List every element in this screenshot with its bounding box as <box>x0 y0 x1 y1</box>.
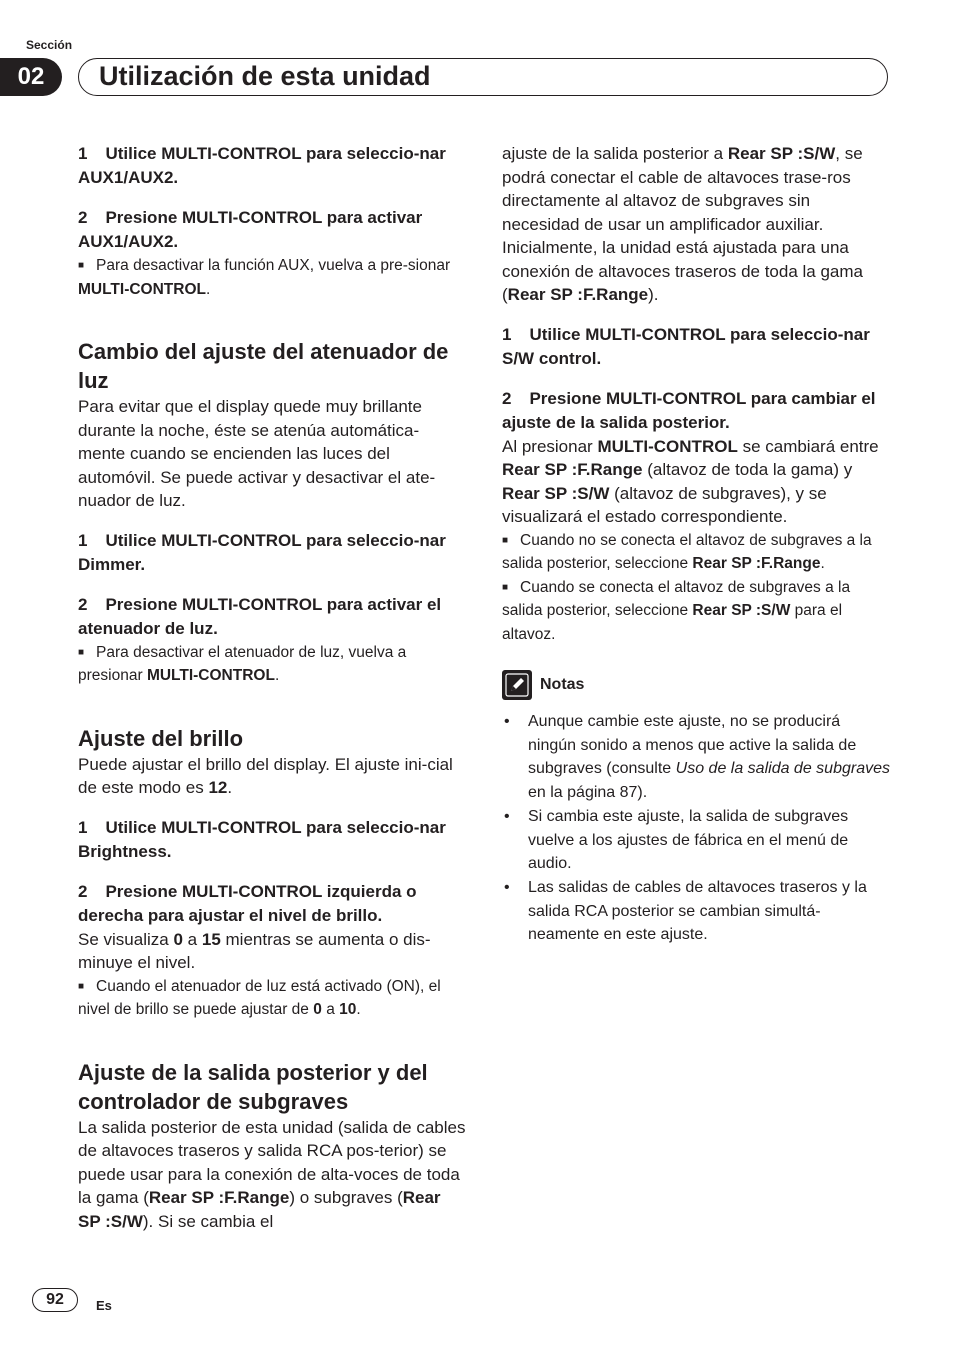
brightness-step-2: 2 Presione MULTI-CONTROL izquierda o derecha para ajustar el nivel de brillo. <box>78 881 417 925</box>
square-bullet-icon: ■ <box>502 534 509 546</box>
page-number: 92 <box>32 1288 78 1312</box>
aux-step-2: 2 Presione MULTI-CONTROL para activar AUX1/AUX2. <box>78 208 423 251</box>
right-column <box>502 142 890 947</box>
language-code: Es <box>96 1298 112 1313</box>
sw-step-1: 1 Utilice MULTI-CONTROL para seleccio-nar S/W control. <box>502 324 870 368</box>
dimmer-heading: Cambio del ajuste del atenuador de luz <box>78 339 449 393</box>
brightness-paragraph: Puede ajustar el brillo del display. El ajuste ini-cial de este modo es 12. <box>78 754 453 797</box>
page-title: Utilización de esta unidad <box>99 61 431 91</box>
notas-list <box>502 710 890 947</box>
list-item: • Si cambia este ajuste, la salida de subgraves vuelve a los ajustes de fábrica en el menú de audio. <box>504 807 849 873</box>
notas-header <box>502 670 890 700</box>
rear-output-paragraph: La salida posterior de esta unidad (salida de cables de altavoces traseros y salida RCA pos-terior) se puede usar para la conexión de alta-voces de toda la gama (Rear SP :F.Range) o subgraves (Rear SP :S/W). Si se cambia el <box>78 1117 466 1231</box>
square-bullet-icon: ■ <box>78 980 85 992</box>
left-column <box>78 142 466 1233</box>
list-item: • Las salidas de cables de altavoces traseros y la salida RCA posterior se cambian simultá-neamente en este ajuste. <box>504 878 867 944</box>
aux-note: ■ Para desactivar la función AUX, vuelva a pre-sionar MULTI-CONTROL. <box>78 257 451 298</box>
pencil-icon <box>502 670 532 700</box>
aux-step-1: 1 Utilice MULTI-CONTROL para seleccio-nar AUX1/AUX2. <box>78 144 446 187</box>
notas-title: Notas <box>540 676 585 693</box>
sw-note-2: ■ Cuando se conecta el altavoz de subgraves a la salida posterior, seleccione Rear SP :S/W para el altavoz. <box>502 578 851 643</box>
rear-output-heading: Ajuste de la salida posterior y del controlador de subgraves <box>78 1059 428 1114</box>
square-bullet-icon: ■ <box>502 581 509 593</box>
sw-note-1: ■ Cuando no se conecta el altavoz de subgraves a la salida posterior, seleccione Rear SP :F.Range. <box>502 531 872 572</box>
list-item: • Aunque cambie este ajuste, no se producirá ningún sonido a menos que active la salida de subgraves (consulte Uso de la salida de subgraves en la página 87). <box>504 713 890 802</box>
sw-press-text: Al presionar MULTI-CONTROL se cambiará entre Rear SP :F.Range (altavoz de toda la gama) y Rear SP :S/W (altavoz de subgraves), y se visualizará el estado correspondiente. <box>502 436 879 526</box>
seccion-label: Sección <box>26 38 73 52</box>
brightness-heading: Ajuste del brillo <box>78 725 244 751</box>
rear-output-continued: ajuste de la salida posterior a Rear SP :S/W, se podrá conectar el cable de altavoces trase-ros directamente al altavoz de subgraves sin necesidad de usar un amplificador auxiliar. Inicialmente, la unidad está ajustada para una conexión de altavoces traseros de toda la gama (Rear SP :F.Range). <box>502 144 864 304</box>
square-bullet-icon: ■ <box>78 646 85 658</box>
dimmer-note: ■ Para desactivar el atenuador de luz, vuelva a presionar MULTI-CONTROL. <box>78 643 407 684</box>
dimmer-step-1: 1 Utilice MULTI-CONTROL para seleccio-nar Dimmer. <box>78 530 446 574</box>
section-number-badge: 02 <box>0 58 62 96</box>
section-title-bar <box>78 58 888 96</box>
brightness-step-1: 1 Utilice MULTI-CONTROL para seleccio-nar Brightness. <box>78 817 446 861</box>
brightness-note: ■ Cuando el atenuador de luz está activado (ON), el nivel de brillo se puede ajustar de 0 a 10. <box>78 977 441 1018</box>
dimmer-paragraph: Para evitar que el display quede muy brillante durante la noche, éste se atenúa automática-mente cuando se encienden las luces del automóvil. Se puede activar y desactivar el ate-nuador de luz. <box>78 397 436 510</box>
brightness-range-text: Se visualiza 0 a 15 mientras se aumenta o dis-minuye el nivel. <box>78 929 431 972</box>
sw-step-2: 2 Presione MULTI-CONTROL para cambiar el ajuste de la salida posterior. <box>502 388 876 432</box>
square-bullet-icon: ■ <box>78 260 85 271</box>
dimmer-step-2: 2 Presione MULTI-CONTROL para activar el atenuador de luz. <box>78 594 442 638</box>
